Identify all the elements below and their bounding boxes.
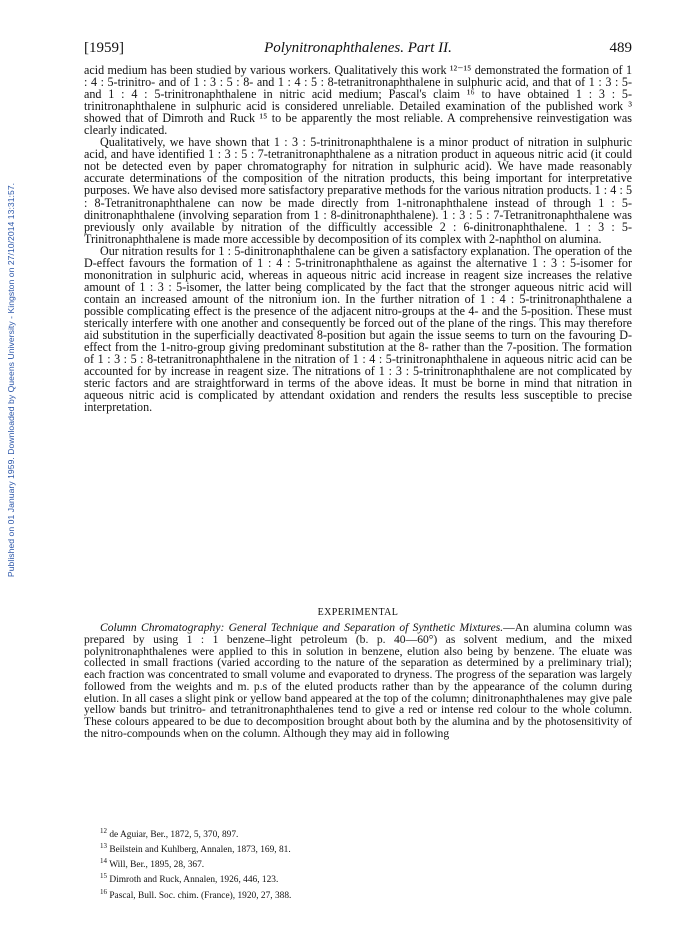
section-heading: EXPERIMENTAL (317, 607, 399, 618)
experimental-body: —An alumina column was prepared by using 1 : 1 benzene–light petroleum (b. p. 40—60°) as solvent medium, and the mixed polynitronaphthalenes were applied to this in solution in benzene, elution also being by benzene. The eluate was collected in small fractions (varied according to the nature of the separation as determined by a preliminary trial); each fraction was concentrated to small volume and evaporated to dryness. The progress of the separation was largely followed from the weights and m. p.s of the eluted products rather than by the appearance of the column during elution. In all cases a slight pink or yellow band appeared at the top of the column; dinitronaphthalenes may give pale yellow bands but trinitro- and tetranitronaphthalenes tend to give a red or intense red colour to the whole column. These colours appeared to be due to decomposition brought about both by the alumina and by the photosensitivity of the nitro-compounds when on the column. Although they may aid in following (84, 621, 632, 740)
reference-number: 15 (100, 872, 107, 881)
download-watermark (2, 150, 20, 610)
reference-text: de Aguiar, Ber., 1872, 5, 370, 897. (109, 830, 239, 841)
reference-item (100, 856, 632, 871)
reference-item (100, 887, 632, 902)
paragraph: Qualitatively, we have shown that 1 : 3 : 5-trinitronaphthalene is a minor product of nitration in sulphuric acid, and have identified 1 : 3 : 5 : 7-tetranitronaphthalene as a nitration product in aqueous nitric acid (it could not be detected even by paper chromatography for nitration in sulphuric acid). We have made reasonably accurate determinations of the composition of the nitration products, this being important for interpretative purposes. We have also devised more satisfactory preparative methods for the various nitration products. 1 : 4 : 5 : 8-Tetranitronaphthalene can now be made directly from 1-nitronaphthalene instead of through 1 : 5-dinitronaphthalene (involving separation from 1 : 8-dinitronaphthalene). 1 : 3 : 5 : 7-Tetranitronaphthalene was previously only available by nitration of the difficultly accessible 2 : 6-dinitronaphthalene. 1 : 3 : 5-Trinitronaphthalene is made more accessible by decomposition of its complex with 2-naphthol on alumina. (84, 135, 632, 246)
reference-text: Beilstein and Kuhlberg, Annalen, 1873, 169, 81. (109, 845, 291, 856)
header-title: Polynitronaphthalenes. Part II. (264, 40, 452, 56)
running-header (84, 40, 632, 60)
footnote-references (100, 826, 632, 902)
reference-number: 16 (100, 887, 107, 896)
experimental-paragraph (84, 622, 632, 740)
reference-number: 12 (100, 827, 107, 835)
paragraph: Our nitration results for 1 : 5-dinitronaphthalene can be given a satisfactory explanation. The operation of the D-effect favours the formation of 1 : 4 : 5-trinitronaphthalene as against the alternative 1 : 3 : 5-isomer for mononitration in sulphuric acid, whereas in aqueous nitric acid increase in reagent size increases the relative amount of 1 : 3 : 5-isomer, the latter being complicated by the fact that the stronger aqueous nitric acid will contain an increased amount of the nitronium ion. In the further nitration of 1 : 4 : 5-trinitronaphthalene a possible complicating effect is the presence of the adjacent nitro-groups at the 4- and the 5-position. These must sterically interfere with one another and consequently be forced out of the plane of the rings. This may therefore aid substitution in the superficially deactivated 8-position but again the issue seems to turn on the favouring D-effect from the 1-nitro-group giving predominant substitution at the 8- rather than the 7-position. The formation of 1 : 3 : 5 : 8-tetranitronaphthalene in the nitration of 1 : 4 : 5-trinitronaphthalene in aqueous nitric acid can be accounted for by increase in reagent size. The nitrations of 1 : 3 : 5-trinitronaphthalene are not complicated by steric factors and are straightforward in terms of the above ideas. It must be borne in mind that nitration in aqueous nitric acid is complicated by attendant oxidation and renders the results less susceptible to precise interpretation. (84, 243, 632, 415)
reference-number: 14 (100, 857, 107, 866)
reference-text: Pascal, Bull. Soc. chim. (France), 1920, 27, 388. (109, 890, 292, 901)
download-watermark-text[interactable]: Published on 01 January 1959. Downloaded by Queens University - Kingston on 27/10/2014 13:31:57. (6, 182, 17, 578)
reference-number: 13 (100, 842, 107, 851)
reference-text: Dimroth and Ruck, Annalen, 1926, 446, 123. (109, 875, 279, 886)
page-number: 489 (609, 40, 632, 56)
paragraph: acid medium has been studied by various workers. Qualitatively this work ¹²⁻¹⁵ demonstrated the formation of 1 : 4 : 5-trinitro- and of 1 : 3 : 5 : 8- and 1 : 4 : 5 : 8-tetranitronaphthalene in sulphuric acid, and that of 1 : 3 : 5- and 1 : 4 : 5-trinitronaphthalene in nitric acid medium; Pascal's claim ¹⁶ to have obtained 1 : 3 : 5-trinitronaphthalene in sulphuric acid is considered unreliable. Detailed examination of the published work ³ showed that of Dimroth and Ruck ¹⁵ to be apparently the most reliable. A comprehensive reinvestigation was clearly indicated. (84, 63, 632, 138)
experimental-subheading: Column Chromatography: General Technique and Separation of Synthetic Mixtures. (100, 621, 504, 634)
body-text (84, 64, 632, 413)
reference-item (100, 826, 632, 841)
reference-item (100, 841, 632, 856)
reference-text: Will, Ber., 1895, 28, 367. (109, 860, 205, 871)
reference-item (100, 871, 632, 886)
header-year: [1959] (84, 40, 124, 56)
